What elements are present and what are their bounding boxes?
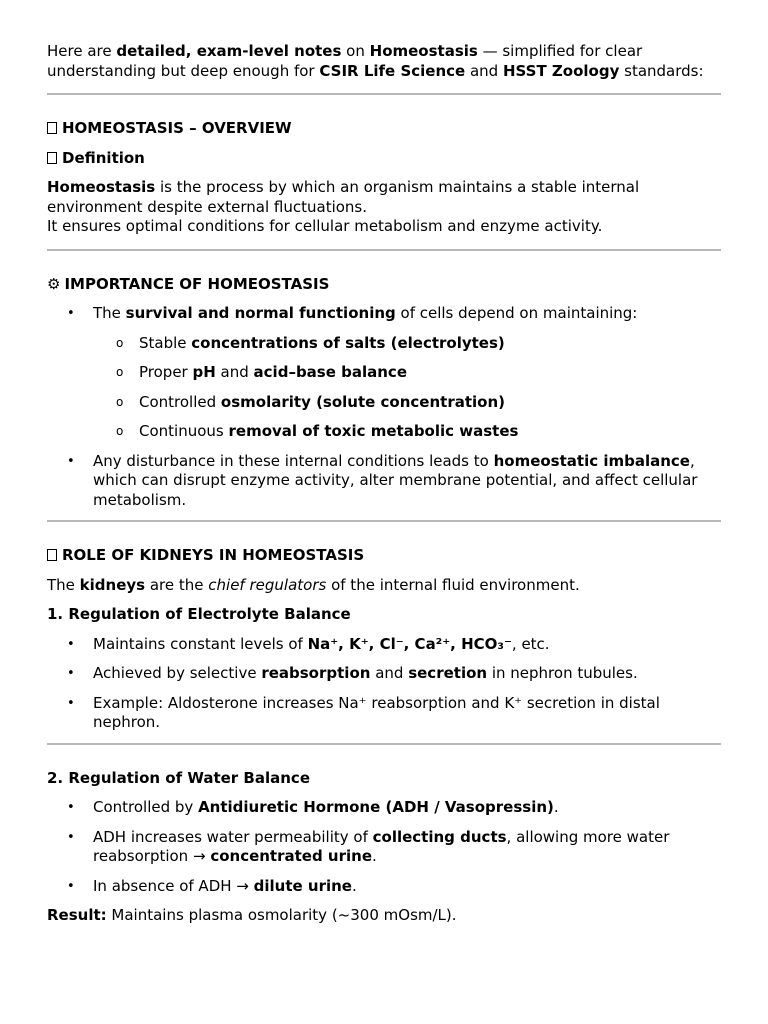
list-item: • Any disturbance in these internal conditions leads to homeostatic imbalance, which can disrupt enzyme activity, alter membrane potential, and affect cellular metabolism. bbox=[47, 452, 721, 511]
section-divider bbox=[47, 93, 721, 95]
kidneys-heading: ROLE OF KIDNEYS IN HOMEOSTASIS bbox=[47, 546, 721, 566]
section-divider bbox=[47, 743, 721, 745]
result-paragraph: Result: Maintains plasma osmolarity (~300 mOsm/L). bbox=[47, 906, 457, 924]
list-item: • Controlled by Antidiuretic Hormone (ADH / Vasopressin). bbox=[47, 798, 721, 818]
water-heading: 2. Regulation of Water Balance bbox=[47, 768, 310, 787]
intro-paragraph: Here are detailed, exam-level notes on Homeostasis — simplified for clear understanding but deep enough for CSIR Life Science and HSST Zoology standards: bbox=[47, 42, 704, 80]
list-item: • Achieved by selective reabsorption and secretion in nephron tubules. bbox=[47, 664, 721, 684]
gear-icon: ⚙ bbox=[47, 274, 61, 293]
list-item: • ADH increases water permeability of collecting ducts, allowing more water reabsorption → concentrated urine. bbox=[47, 828, 721, 867]
list-item: • In absence of ADH → dilute urine. bbox=[47, 877, 721, 897]
list-item: • The survival and normal functioning of cells depend on maintaining: o Stable concentrations of salts (electrolytes) o Proper pH and acid–base balance o Controlled osmolarity (solute concentration) o Continuous removal of toxic metabolic wastes bbox=[47, 304, 721, 442]
list-item: • Maintains constant levels of Na⁺, K⁺, Cl⁻, Ca²⁺, HCO₃⁻, etc. bbox=[47, 635, 721, 655]
definition-heading: Definition bbox=[47, 149, 721, 169]
sub-list-item: o Stable concentrations of salts (electrolytes) bbox=[93, 334, 721, 354]
kidneys-paragraph: The kidneys are the chief regulators of the internal fluid environment. bbox=[47, 575, 580, 594]
sub-list-item: o Continuous removal of toxic metabolic wastes bbox=[93, 422, 721, 442]
sub-list-item: o Controlled osmolarity (solute concentration) bbox=[93, 393, 721, 413]
missing-glyph-icon bbox=[47, 549, 57, 561]
importance-heading: ⚙ IMPORTANCE OF HOMEOSTASIS bbox=[47, 274, 330, 293]
definition-paragraph: Homeostasis is the process by which an organism maintains a stable internal environment despite external fluctuations. It ensures optimal conditions for cellular metabolism and enzyme activity. bbox=[47, 178, 640, 235]
overview-heading: HOMEOSTASIS – OVERVIEW bbox=[47, 119, 721, 139]
importance-list bbox=[47, 304, 721, 510]
sub-list-item: o Proper pH and acid–base balance bbox=[93, 363, 721, 383]
water-list bbox=[47, 798, 721, 896]
list-item: • Example: Aldosterone increases Na⁺ reabsorption and K⁺ secretion in distal nephron. bbox=[47, 694, 721, 733]
section-divider bbox=[47, 249, 721, 251]
missing-glyph-icon bbox=[47, 122, 57, 134]
section-divider bbox=[47, 520, 721, 522]
electrolyte-heading: 1. Regulation of Electrolyte Balance bbox=[47, 605, 351, 623]
electrolyte-list bbox=[47, 635, 721, 733]
sub-list bbox=[93, 334, 721, 442]
missing-glyph-icon bbox=[47, 152, 57, 164]
